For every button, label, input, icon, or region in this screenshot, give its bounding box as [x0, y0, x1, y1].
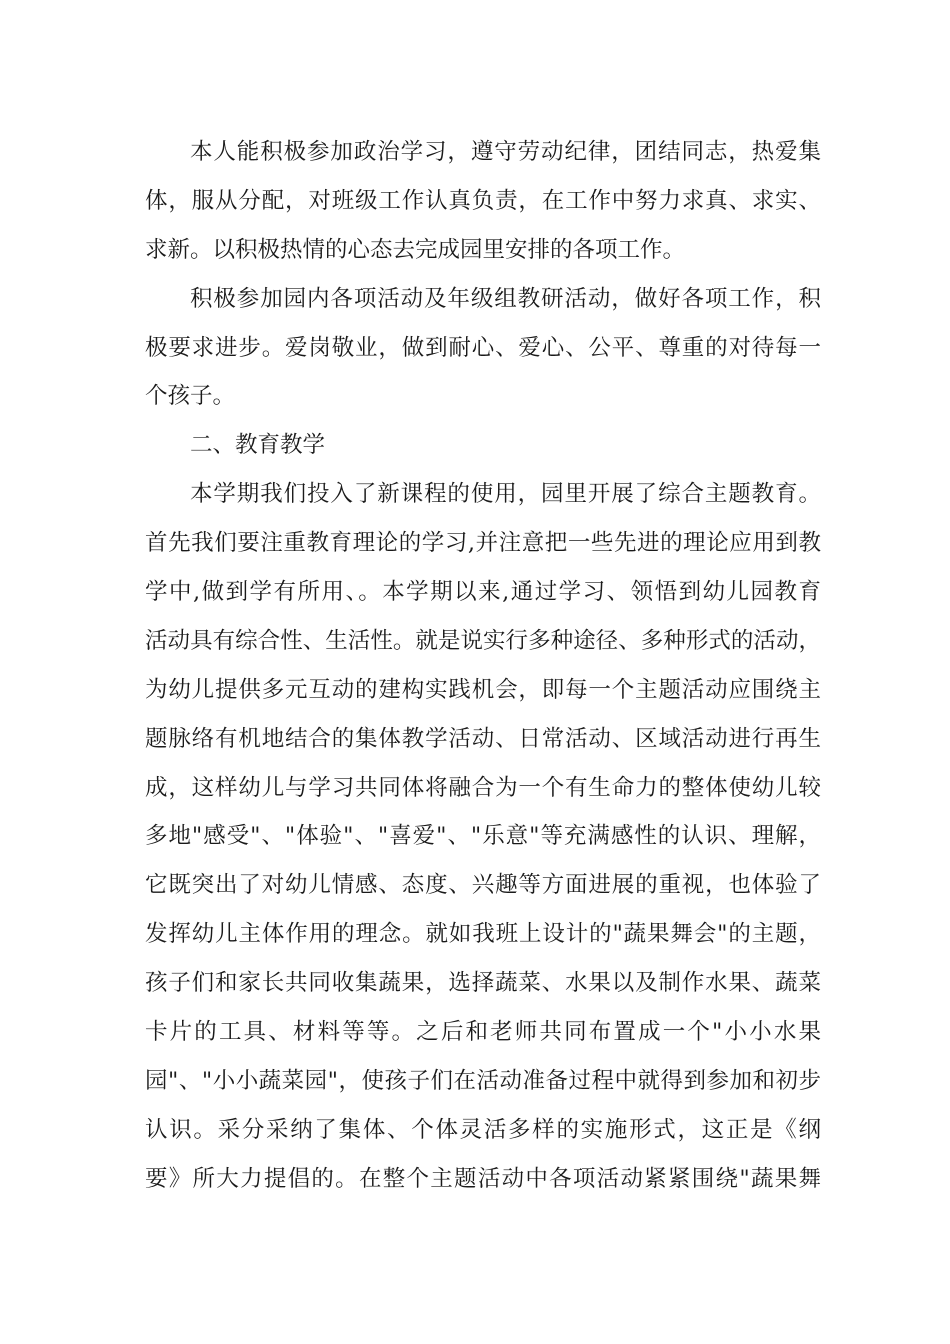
- text-line: 本人能积极参加政治学习，遵守劳动纪律，团结同志，热爱集: [190, 139, 821, 165]
- text-line: 体，服从分配，对班级工作认真负责，在工作中努力求真、求实、: [145, 187, 821, 214]
- document-body: [145, 128, 821, 1204]
- text-line: 求新。以积极热情的心态去完成园里安排的各项工作。: [145, 236, 686, 263]
- text-line: 发挥幼儿主体作用的理念。就如我班上设计的"蔬果舞会"的主题，: [145, 921, 821, 948]
- text-line: 题脉络有机地结合的集体教学活动、日常活动、区域活动进行再生: [145, 725, 821, 752]
- text-line: 卡片的工具、材料等等。之后和老师共同布置成一个"小小水果: [145, 1019, 821, 1046]
- text-line: 孩子们和家长共同收集蔬果，选择蔬菜、水果以及制作水果、蔬菜: [145, 970, 821, 997]
- text-line: 多地"感受"、"体验"、"喜爱"、"乐意"等充满感性的认识、理解，: [145, 823, 821, 850]
- text-line: 为幼儿提供多元互动的建构实践机会，即每一个主题活动应围绕主: [145, 676, 821, 703]
- text-line: 学中,做到学有所用、。本学期以来,通过学习、领悟到幼儿园教育: [145, 579, 821, 606]
- text-line: 要》所大力提倡的。在整个主题活动中各项活动紧紧围绕"蔬果舞: [145, 1165, 821, 1192]
- section-heading: 二、教育教学: [190, 432, 326, 459]
- text-line: 极要求进步。爱岗敬业，做到耐心、爱心、公平、尊重的对待每一: [145, 334, 821, 361]
- text-line: 本学期我们投入了新课程的使用，园里开展了综合主题教育。: [190, 481, 821, 508]
- text-line: 成，这样幼儿与学习共同体将融合为一个有生命力的整体使幼儿较: [145, 774, 821, 801]
- text-line: 认识。采分采纳了集体、个体灵活多样的实施形式，这正是《纲: [145, 1116, 821, 1143]
- text-line: 个孩子。: [145, 383, 236, 410]
- text-line: 它既突出了对幼儿情感、态度、兴趣等方面进展的重视，也体验了: [145, 872, 821, 899]
- text-line: 园"、"小小蔬菜园"，使孩子们在活动准备过程中就得到参加和初步: [145, 1067, 821, 1094]
- text-line: 活动具有综合性、生活性。就是说实行多种途径、多种形式的活动，: [145, 627, 821, 654]
- text-line: 积极参加园内各项活动及年级组教研活动，做好各项工作，积: [190, 285, 821, 312]
- text-line: 首先我们要注重教育理论的学习,并注意把一些先进的理论应用到教: [145, 530, 821, 557]
